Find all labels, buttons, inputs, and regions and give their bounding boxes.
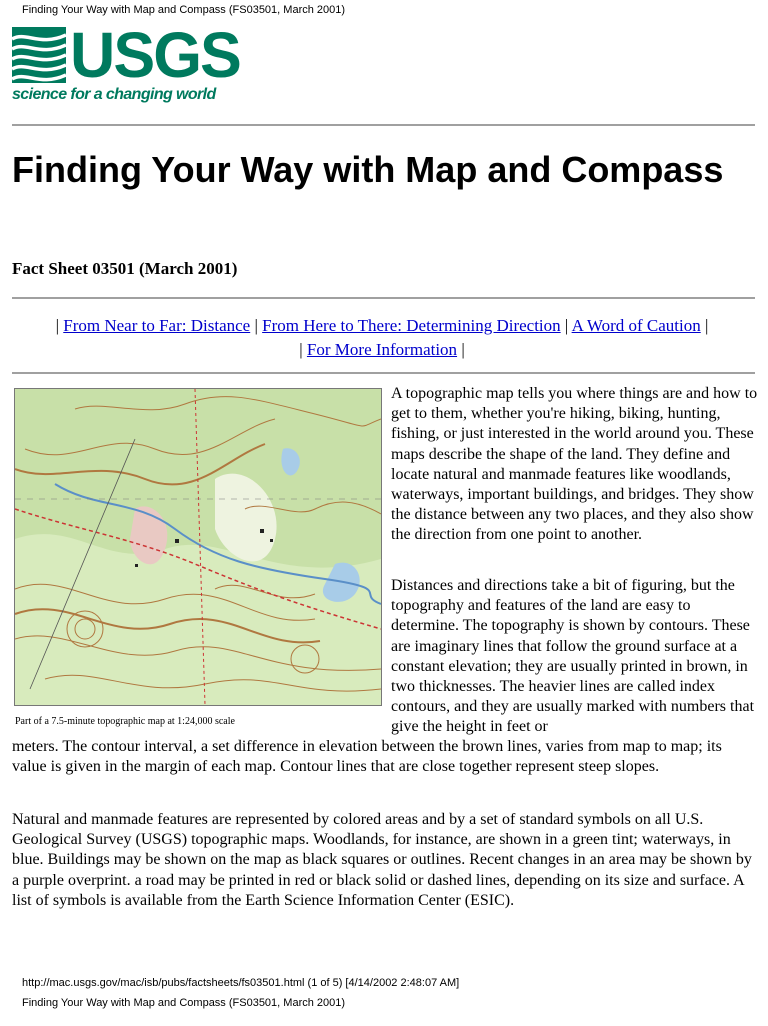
usgs-wave-logo-icon xyxy=(12,27,66,83)
contours-paragraph-part1: Distances and directions take a bit of figuring, but the topography and features of the land are easy to determine. The topography is shown by contours. These are imaginary lines that follow the ground surface at a constant elevation; they are usually printed in brown, in two thicknesses. The heavier lines are called index contours, and they are usually marked with numbers that give the height in feet or xyxy=(391,577,755,736)
print-footer-url: http://mac.usgs.gov/mac/isb/pubs/factsheets/fs03501.html (1 of 5) [4/14/2002 2:48:07 AM] xyxy=(22,977,460,989)
cutoff-nav-fragment xyxy=(12,1018,312,1026)
print-footer-title: Finding Your Way with Map and Compass (FS03501, March 2001) xyxy=(22,997,346,1009)
nav-link-distance[interactable]: From Near to Far: Distance xyxy=(63,316,251,335)
nav-link-more-info[interactable]: For More Information xyxy=(306,340,458,359)
fact-sheet-number: Fact Sheet 03501 (March 2001) xyxy=(12,259,238,278)
nav-link-direction[interactable]: From Here to There: Determining Direction xyxy=(262,316,561,335)
usgs-logo[interactable] xyxy=(12,19,240,109)
usgs-tagline: science for a changing world xyxy=(12,86,216,103)
title-divider xyxy=(12,297,755,299)
symbols-paragraph: Natural and manmade features are represented by colored areas and by a set of standard symbols on all U.S. Geological Survey (USGS) topographic maps. Woodlands, for instance, are shown in a green tint; waterways, in blue. Buildings may be shown on the map as black squares or outlines. Recent changes in an area may be shown by a purple overprint. a road may be printed in red or black solid or dashed lines, depending on its size and surface. A list of symbols is available from the Earth Science Information Center (ESIC). xyxy=(12,811,752,909)
print-header: Finding Your Way with Map and Compass (FS03501, March 2001) xyxy=(22,4,346,16)
contours-paragraph-part2: meters. The contour interval, a set difference in elevation between the brown lines, varies from map to map; its value is given in the margin of each map. Contour lines that are close together represent steep slopes. xyxy=(12,738,722,776)
header-divider xyxy=(12,124,755,126)
intro-paragraph: A topographic map tells you where things are and how to get to them, whether you're hiking, biking, hunting, fishing, or just interested in the world around you. These maps describe the shape of the land. They define and locate natural and manmade features like woodlands, waterways, important buildings, and bridges. They show the distance between any two places, and they also show the direction from one point to another. xyxy=(391,385,758,544)
map-caption: Part of a 7.5-minute topographic map at 1:24,000 scale xyxy=(15,716,235,727)
nav-divider xyxy=(12,372,755,374)
page-title: Finding Your Way with Map and Compass xyxy=(12,149,724,190)
nav-link-caution[interactable]: A Word of Caution xyxy=(571,316,701,335)
topographic-map-image xyxy=(14,388,382,706)
section-nav: | From Near to Far: Distance | From Here to There: Determining Direction | A Word of Caution | | For More Information | xyxy=(55,316,709,359)
usgs-logo-text: USGS xyxy=(70,19,240,91)
